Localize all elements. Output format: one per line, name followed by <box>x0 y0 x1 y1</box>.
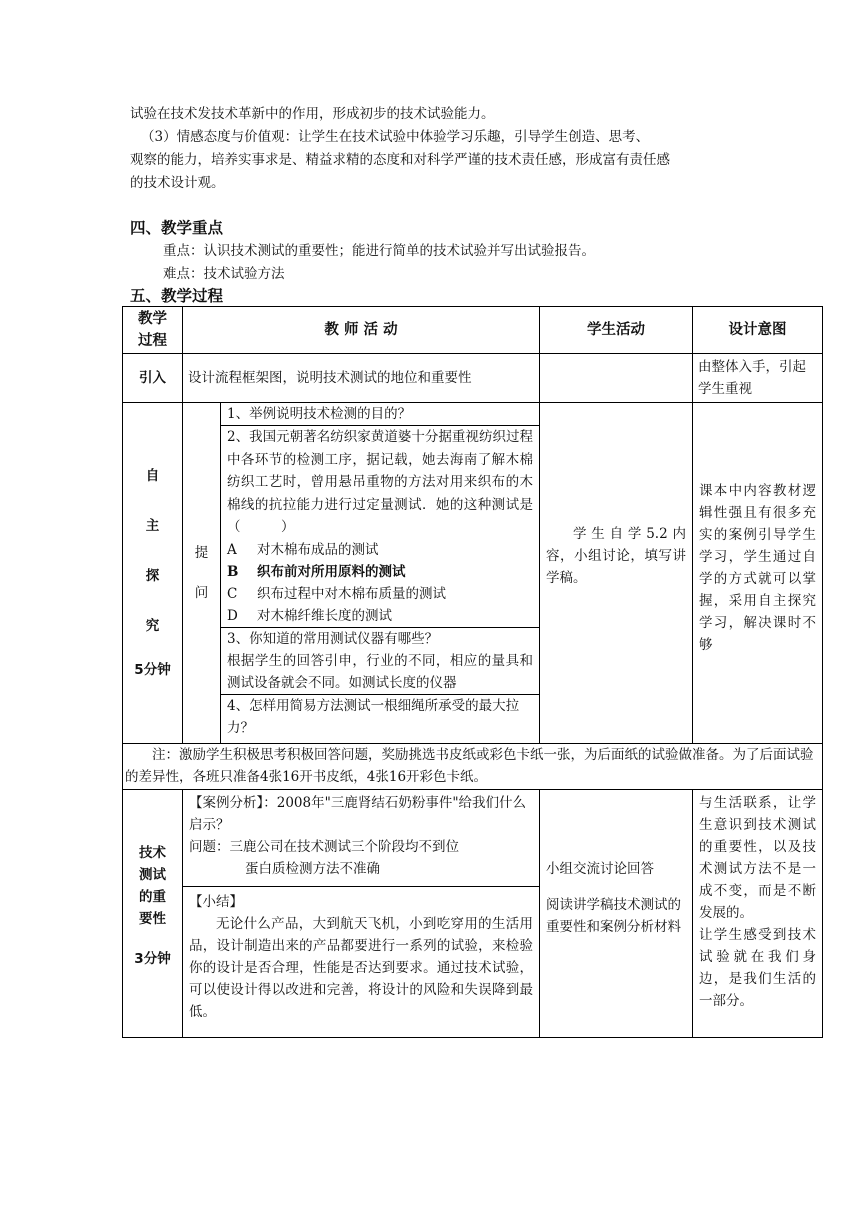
teacher-intro: 设计流程框架图，说明技术测试的地位和重要性 <box>183 354 540 403</box>
questions-cell <box>221 403 540 744</box>
case-line-3: 蛋白质检测方法不准确 <box>245 861 380 877</box>
stage-importance-time: 3分钟 <box>134 950 171 967</box>
case-line-1: 【案例分析】：2008年"三鹿肾结石奶粉事件"给我们什么启示？ <box>189 795 527 833</box>
option-a-letter: A <box>227 541 237 558</box>
header-process-line1: 教学 <box>138 311 167 327</box>
option-c-text: 织布过程中对木棉布质量的测试 <box>257 585 446 602</box>
stage-char-4: 究 <box>145 618 160 634</box>
stage-time: 5分钟 <box>134 662 171 678</box>
stage-explore <box>123 403 183 744</box>
student-importance-line1: 小组交流讨论回答 <box>546 861 654 877</box>
header-design: 设计意图 <box>693 307 823 354</box>
question-1: 1、举例说明技术检测的目的？ <box>221 403 539 426</box>
option-a-text: 对木棉布成品的测试 <box>257 541 379 558</box>
student-intro <box>540 354 693 403</box>
intro-line-1: 试验在技术发技术革新中的作用，形成初步的技术试验能力。 <box>130 106 495 122</box>
stage-importance-line3: 的重 <box>139 888 166 905</box>
key-point: 重点：认识技术测试的重要性；能进行简单的技术试验并写出试验报告。 <box>163 243 595 259</box>
stage-importance-line1: 技术 <box>139 844 166 861</box>
question-2 <box>221 426 539 628</box>
option-b-letter: B <box>227 563 239 580</box>
student-importance <box>540 790 693 1038</box>
student-explore <box>540 403 693 744</box>
student-explore-text: 学生自学5.2内容，小组讨论，填写讲学稿。 <box>546 526 686 586</box>
design-intro: 由整体入手，引起学生重视 <box>693 354 823 403</box>
stage-char-2: 主 <box>145 518 160 534</box>
design-importance-line1: 与生活联系，让学生意识到技术测试的重要性，以及技术测试方法不是一成不变，而是不断发展的。 <box>699 795 816 921</box>
header-process-line2: 过程 <box>138 333 167 349</box>
section-4-heading: 四、教学重点 <box>130 219 224 237</box>
intro-line-4: 的技术设计观。 <box>130 175 225 191</box>
question-3-text: 根据学生的回答引申，行业的不同，相应的量具和测试设备就会不同。如测试长度的仪器 <box>227 652 533 691</box>
stage-char-1: 自 <box>145 468 160 484</box>
stage-importance <box>123 790 183 1038</box>
option-d-text: 对木棉纤维长度的测试 <box>257 607 392 624</box>
table-row-intro <box>123 354 823 403</box>
section-5-heading: 五、教学过程 <box>130 287 224 305</box>
stage-importance-line4: 要性 <box>139 910 166 927</box>
difficulty: 难点：技术试验方法 <box>163 266 285 282</box>
option-d <box>227 605 533 627</box>
option-d-letter: D <box>227 607 238 624</box>
question-3 <box>221 628 539 695</box>
design-importance-line2: 让学生感受到技术试验就在我们身边，是我们生活的一部分。 <box>699 927 816 1009</box>
case-analysis <box>183 790 539 886</box>
header-student: 学生活动 <box>540 307 693 354</box>
stage-importance-line2: 测试 <box>139 866 166 883</box>
question-4: 4、怎样用简易方法测试一根细绳所承受的最大拉力？ <box>227 697 520 736</box>
summary <box>183 886 539 1027</box>
option-a <box>227 539 533 561</box>
stage-intro: 引入 <box>123 354 183 403</box>
question-2-text: 2、我国元朝著名纺织家黄道婆十分据重视纺织过程中各环节的检测工序，据记载，她去海南了解木棉纺织工艺时，曾用悬吊重物的方法对用来织布的木棉线的抗拉能力进行过定量测试．她的这种测试是（ ） <box>227 429 533 535</box>
summary-text: 无论什么产品，大到航天飞机，小到吃穿用的生活用品，设计制造出来的产品都要进行一系列的试验，来检验你的设计是否合理，性能是否达到要求。通过技术试验，可以使设计得以改进和完善，将设计的风险和失误降到最低。 <box>189 916 533 1020</box>
question-3-title: 3、你知道的常用测试仪器有哪些？ <box>227 630 439 647</box>
design-importance <box>693 790 823 1038</box>
intro-line-3: 观察的能力，培养实事求是、精益求精的态度和对科学严谨的技术责任感，形成富有责任感 <box>130 152 670 168</box>
student-importance-line2: 阅读讲学稿技术测试的重要性和案例分析材料 <box>546 897 681 935</box>
summary-title: 【小结】 <box>189 894 243 910</box>
design-explore-text: 课本中内容教材逻辑性强且有很多充实的案例引导学生学习，学生通过自学的方式就可以掌握，采用自主探究学习，解决课时不够 <box>699 483 816 653</box>
stage-char-3: 探 <box>145 568 160 584</box>
option-c-letter: C <box>227 585 238 602</box>
table-header-row <box>123 307 823 354</box>
method-ask <box>183 403 221 744</box>
header-process <box>123 307 183 354</box>
table-row-note <box>123 744 823 790</box>
option-c <box>227 583 533 605</box>
case-line-2: 问题：三鹿公司在技术测试三个阶段均不到位 <box>189 839 459 855</box>
note-text: 注：激励学生积极思考积极回答问题，奖励挑选书皮纸或彩色卡纸一张，为后面纸的试验做准备。为了后面试验的差异性，各班只准备4张16开书皮纸，4张16开彩色卡纸。 <box>123 744 823 790</box>
option-b-text: 织布前对所用原料的测试 <box>257 563 406 580</box>
teacher-importance <box>183 790 540 1038</box>
method-char-2: 问 <box>194 585 209 601</box>
option-b <box>227 561 533 583</box>
table-row-explore <box>123 403 823 744</box>
table-row-importance <box>123 790 823 1038</box>
header-teacher: 教 师 活 动 <box>183 307 540 354</box>
method-char-1: 提 <box>194 545 209 561</box>
teaching-process-table <box>122 306 823 1038</box>
design-explore <box>693 403 823 744</box>
intro-line-2: （3）情感态度与价值观：让学生在技术试验中体验学习乐趣，引导学生创造、思考、 <box>141 129 650 145</box>
